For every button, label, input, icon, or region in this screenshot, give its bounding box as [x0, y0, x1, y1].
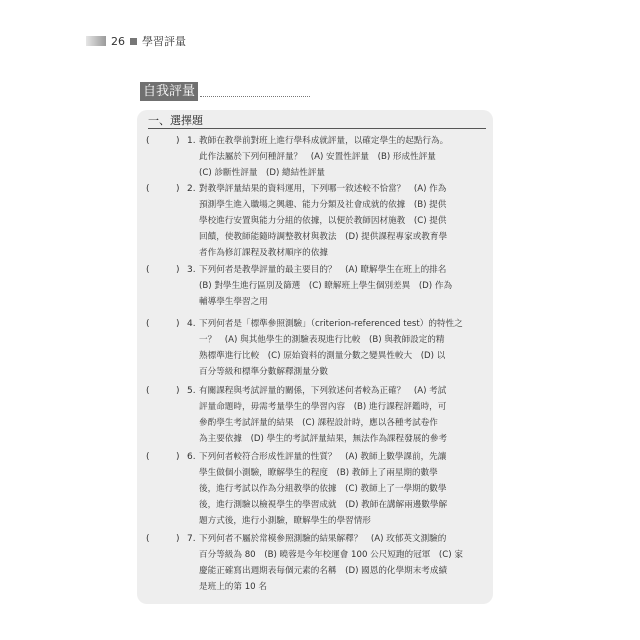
answer-blank-open[interactable]: (: [146, 319, 150, 329]
question-number: 2.: [187, 184, 196, 194]
answer-blank-open[interactable]: (: [146, 265, 150, 275]
question-line: (C) 診斷性評量 (D) 總結性評量: [199, 168, 326, 178]
question-line: 熟標準進行比較 (C) 原始資料的測量分數之變異性較大 (D) 以: [199, 351, 446, 361]
running-header: [86, 34, 186, 48]
question-number: 3.: [187, 265, 196, 275]
question-line: 題方式後，進行小測驗，瞭解學生的學習情形: [199, 516, 371, 526]
question-number: 5.: [187, 386, 196, 396]
question-number: 1.: [187, 136, 196, 146]
question-line: 是班上的第 10 名: [199, 582, 267, 592]
answer-blank-open[interactable]: (: [146, 136, 150, 146]
question-line: 學生做個小測驗，瞭解學生的程度 (B) 教師上了兩星期的數學: [199, 468, 438, 478]
question-text: [199, 262, 485, 310]
question-text: [199, 181, 485, 261]
page-number: 26: [111, 34, 125, 48]
title-dotted-rule: [200, 96, 310, 97]
answer-blank-close: ): [176, 136, 180, 146]
question-line: 百分等級為 80 (B) 曉蓉是今年校運會 100 公尺短跑的冠軍 (C) 家: [199, 550, 463, 560]
section-title: 自我評量: [140, 82, 198, 101]
answer-blank-close: ): [176, 319, 180, 329]
question-text: [199, 449, 485, 529]
question-line: 此作法屬於下列何種評量？ (A) 安置性評量 (B) 形成性評量: [199, 152, 436, 162]
question-line: 一？ (A) 與其他學生的測驗表現進行比較 (B) 與教師設定的精: [199, 335, 445, 345]
question-line: 慶能正確寫出週期表每個元素的名稱 (D) 國恩的化學期末考成績: [199, 566, 448, 576]
answer-blank-open[interactable]: (: [146, 184, 150, 194]
question-line: 後，進行測驗以檢視學生的學習成就 (D) 教師在講解兩邊數學解: [199, 500, 448, 510]
answer-blank-open[interactable]: (: [146, 386, 150, 396]
header-square-icon: [130, 38, 137, 45]
question-line: 為主要依據 (D) 學生的考試評量結果，無法作為課程發展的參考: [199, 434, 448, 444]
question-line: 學校進行安置與能力分組的依據，以便於教師因材施教 (C) 提供: [199, 216, 447, 226]
question-line: 評量命題時，毋需考量學生的學習內容 (B) 進行課程評鑑時，可: [199, 402, 447, 412]
question-line: 下列何者不屬於常模參照測驗的結果解釋？ (A) 玫郁英文測驗的: [199, 534, 447, 544]
answer-blank-close: ): [176, 386, 180, 396]
question-line: 教師在教學前對班上進行學科成就評量，以確定學生的起點行為。: [199, 136, 449, 146]
subheading-rule: [148, 128, 486, 129]
answer-blank-open[interactable]: (: [146, 452, 150, 462]
answer-blank-close: ): [176, 265, 180, 275]
question-number: 6.: [187, 452, 196, 462]
question-line: 預測學生進入職場之興趣、能力分類及社會成就的依據 (B) 提供: [199, 200, 447, 210]
answer-blank-close: ): [176, 534, 180, 544]
answer-blank-close: ): [176, 452, 180, 462]
question-number: 7.: [187, 534, 196, 544]
question-line: 下列何者較符合形成性評量的性質？ (A) 教師上數學課前，先讓: [199, 452, 447, 462]
header-gradient-bar: [86, 36, 106, 46]
question-text: [199, 531, 485, 595]
question-line: 百分等級和標準分數解釋測量分數: [199, 367, 328, 377]
question-text: [199, 133, 485, 181]
question-line: 回饋，使教師能隨時調整教材與教法 (D) 提供課程專家或教育學: [199, 232, 448, 242]
question-line: 輔導學生學習之用: [199, 297, 268, 307]
question-line: (B) 對學生進行區別及篩選 (C) 瞭解班上學生個別差異 (D) 作為: [199, 281, 453, 291]
question-line: 對教學評量結果的資料運用，下列哪一敘述較不恰當？ (A) 作為: [199, 184, 447, 194]
answer-blank-open[interactable]: (: [146, 534, 150, 544]
question-text: [199, 316, 485, 380]
subheading: 一、選擇題: [148, 114, 203, 127]
question-line: 後，進行考試以作為分組教學的依據 (C) 教師上了一學期的數學: [199, 484, 447, 494]
question-line: 參酌學生考試評量的結果 (C) 課程設計時，應以各種考試卷作: [199, 418, 438, 428]
question-line: 下列何者是教學評量的最主要目的？ (A) 瞭解學生在班上的排名: [199, 265, 447, 275]
answer-blank-close: ): [176, 184, 180, 194]
question-line: 有關課程與考試評量的關係，下列敘述何者較為正確？ (A) 考試: [199, 386, 447, 396]
book-title: 學習評量: [142, 35, 186, 48]
question-text: [199, 383, 485, 447]
question-line: 下列何者是「標準參照測驗」（criterion-referenced test）的特性之: [199, 319, 463, 329]
question-number: 4.: [187, 319, 196, 329]
question-line: 者作為修訂課程及教材順序的依據: [199, 248, 328, 258]
